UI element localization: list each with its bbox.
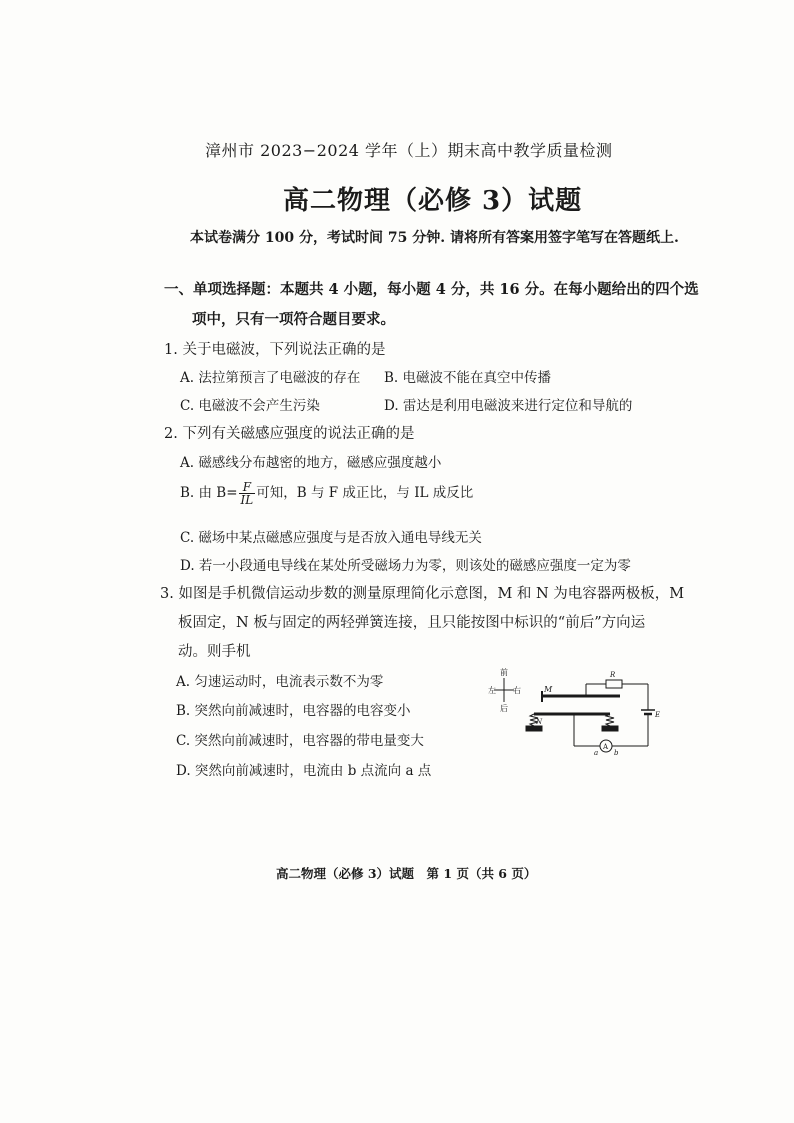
capacitor-circuit-diagram bbox=[488, 664, 668, 764]
q3-option-b: B. 突然向前减速时，电容器的电容变小 bbox=[176, 703, 411, 719]
q1-option-b: B. 电磁波不能在真空中传播 bbox=[384, 370, 552, 386]
q2-option-b bbox=[180, 481, 473, 506]
label-ammeter-a: A bbox=[603, 743, 609, 751]
label-right: 右 bbox=[513, 686, 521, 695]
q3-option-d: D. 突然向前减速时，电流由 b 点流向 a 点 bbox=[176, 763, 432, 779]
q1-option-c: C. 电磁波不会产生污染 bbox=[180, 398, 320, 414]
label-left: 左 bbox=[488, 686, 496, 695]
fraction-denominator: IL bbox=[240, 493, 254, 507]
q1-stem: 1. 关于电磁波，下列说法正确的是 bbox=[164, 342, 386, 358]
label-front: 前 bbox=[500, 668, 508, 677]
label-point-a: a bbox=[594, 749, 599, 757]
resistor-r bbox=[606, 680, 622, 688]
right-fixed-base bbox=[602, 726, 618, 731]
q2-option-c: C. 磁场中某点磁感应强度与是否放入通电导线无关 bbox=[180, 530, 482, 546]
label-point-b: b bbox=[614, 749, 619, 757]
exam-title: 高二物理（必修 3）试题 bbox=[283, 186, 583, 216]
section-heading-continued: 项中，只有一项符合题目要求。 bbox=[192, 311, 395, 328]
q2-option-a: A. 磁感线分布越密的地方，磁感应强度越小 bbox=[180, 455, 442, 471]
exam-subtitle: 漳州市 2023−2024 学年（上）期末高中教学质量检测 bbox=[205, 141, 613, 160]
label-plate-m: M bbox=[544, 685, 553, 694]
q3-stem-line2: 板固定，N 板与固定的两轻弹簧连接，且只能按图中标识的“前后”方向运 bbox=[178, 615, 646, 631]
exam-instructions: 本试卷满分 100 分，考试时间 75 分钟. 请将所有答案用签字笔写在答题纸上. bbox=[190, 230, 679, 246]
label-plate-n: N bbox=[536, 718, 543, 726]
q1-option-a: A. 法拉第预言了电磁波的存在 bbox=[180, 370, 361, 386]
page-footer: 高二物理（必修 3）试题 第 1 页（共 6 页） bbox=[276, 866, 537, 881]
fraction-numerator: F bbox=[239, 481, 256, 494]
right-spring bbox=[606, 714, 614, 726]
q2-stem: 2. 下列有关磁感应强度的说法正确的是 bbox=[164, 426, 415, 442]
q3-option-a: A. 匀速运动时，电流表示数不为零 bbox=[176, 674, 384, 690]
q3-option-c: C. 突然向前减速时，电容器的带电量变大 bbox=[176, 733, 424, 749]
left-fixed-base bbox=[526, 726, 542, 731]
fraction-formula bbox=[239, 481, 256, 506]
section-heading: 一、单项选择题：本题共 4 小题，每小题 4 分，共 16 分。在每小题给出的四个选 bbox=[164, 281, 699, 298]
label-resistor-r: R bbox=[610, 671, 616, 679]
q2-option-b-suffix: 可知，B 与 F 成正比，与 IL 成反比 bbox=[256, 485, 474, 501]
q2-option-b-prefix: B. 由 B= bbox=[180, 485, 238, 501]
q3-stem-line3: 动。则手机 bbox=[178, 644, 251, 660]
q3-stem-line1: 3. 如图是手机微信运动步数的测量原理简化示意图，M 和 N 为电容器两极板，M bbox=[160, 586, 685, 602]
q1-option-d: D. 雷达是利用电磁波来进行定位和导航的 bbox=[384, 398, 633, 414]
label-battery-e: E bbox=[655, 711, 661, 719]
q2-option-d: D. 若一小段通电导线在某处所受磁场力为零，则该处的磁感应强度一定为零 bbox=[180, 558, 631, 574]
label-back: 后 bbox=[500, 704, 508, 713]
